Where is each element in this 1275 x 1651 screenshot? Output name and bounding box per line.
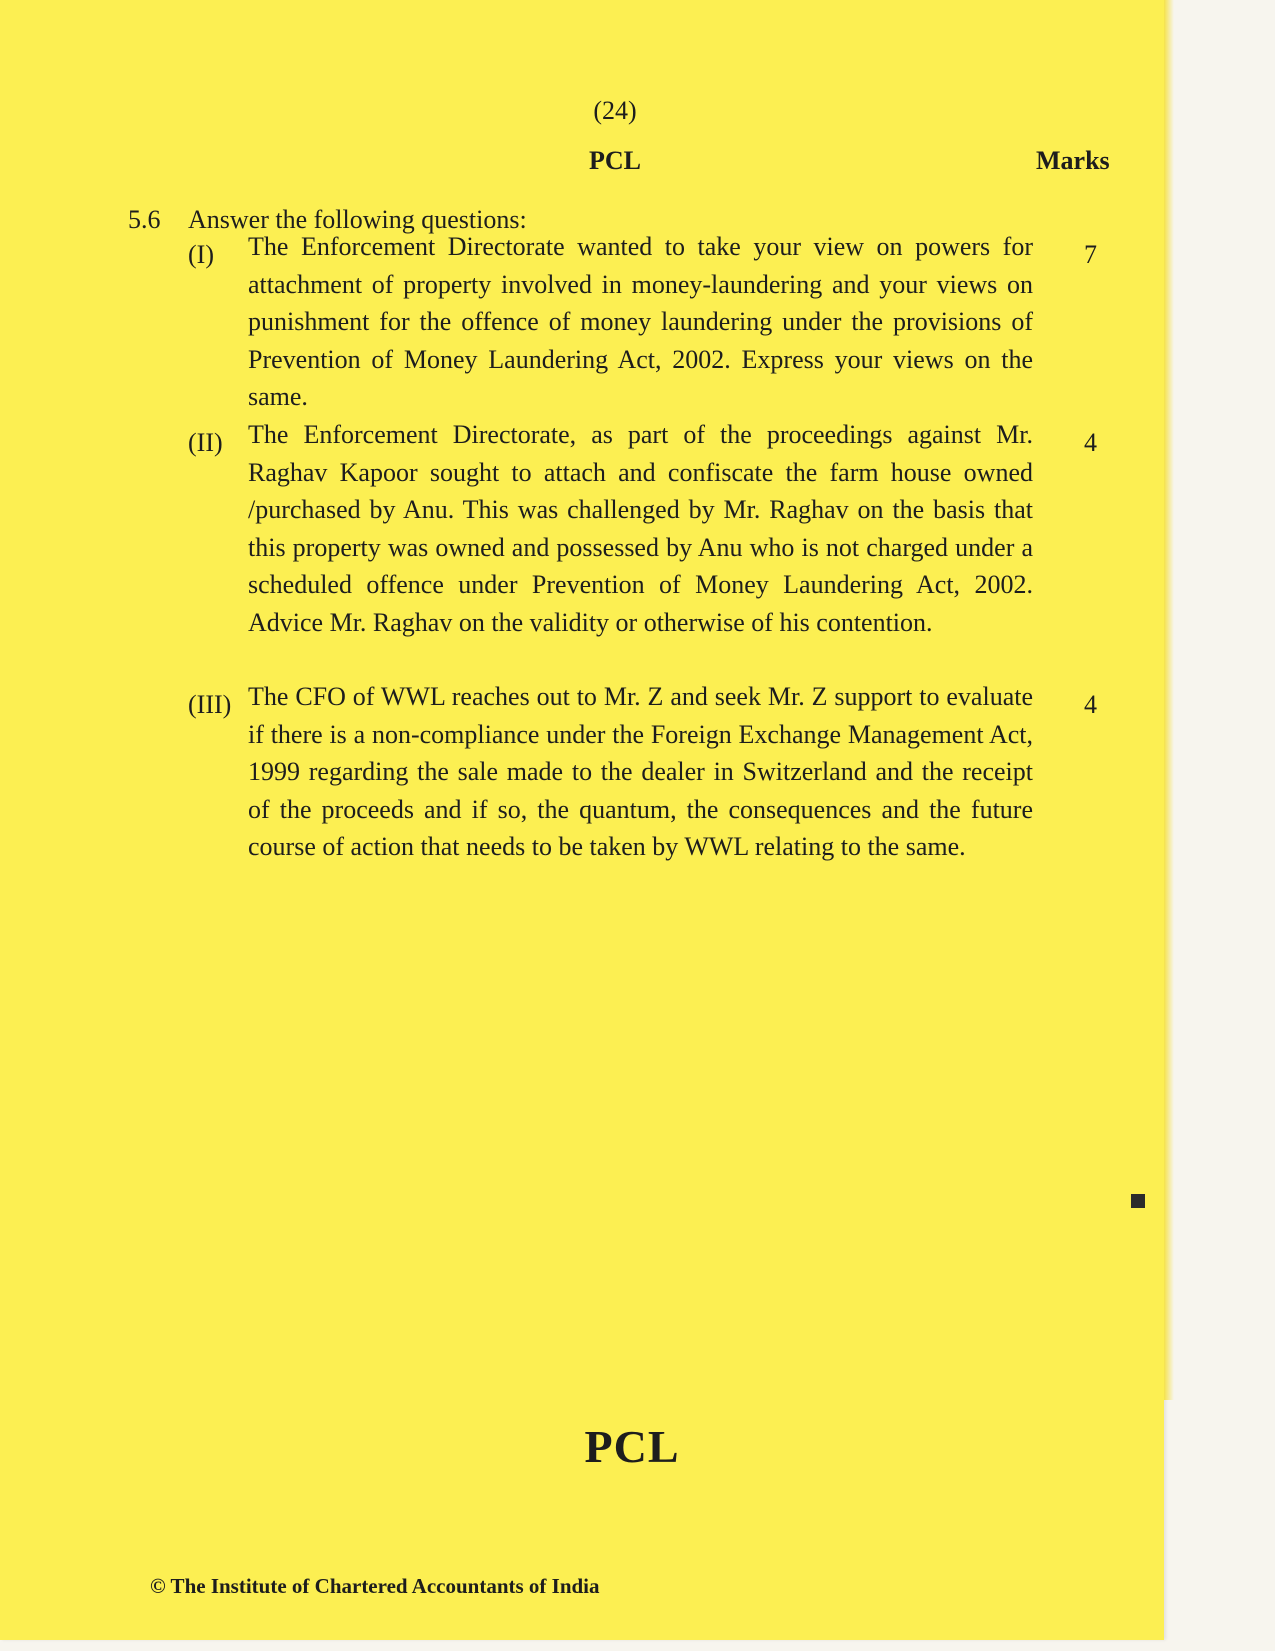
paper-code-footer: PCL bbox=[584, 1421, 680, 1472]
copyright-notice: © The Institute of Chartered Accountants of India bbox=[150, 1574, 600, 1598]
question-intro: Answer the following questions: bbox=[188, 205, 527, 234]
part-marks-3: 4 bbox=[1084, 690, 1097, 719]
part-label-3: (III) bbox=[188, 690, 232, 719]
scan-registration-mark bbox=[1131, 1194, 1145, 1208]
page-edge bbox=[1164, 0, 1174, 1400]
part-marks-2: 4 bbox=[1084, 428, 1097, 457]
part-label-2: (II) bbox=[188, 428, 223, 457]
page-number: (24) bbox=[593, 96, 637, 125]
part-text-3: The CFO of WWL reaches out to Mr. Z and seek Mr. Z support to evaluate if there is a non-compliance under the Foreign Exchange Management Act, 1999 regarding the sale made to the dealer in Switzerland and the receipt of the proceeds and if so, the quantum, the consequences and the future course of action that needs to be taken by WWL relating to the same. bbox=[248, 682, 1033, 861]
question-number: 5.6 bbox=[128, 205, 161, 234]
part-text-1: The Enforcement Directorate wanted to take your view on powers for attachment of property involved in money-laundering and your views on punishment for the offence of money laundering under the provisions of Prevention of Money Laundering Act, 2002. Express your views on the same. bbox=[248, 232, 1033, 411]
part-text-2: The Enforcement Directorate, as part of the proceedings against Mr. Raghav Kapoor sought to attach and confiscate the farm house owned /purchased by Anu. This was challenged by Mr. Raghav on the basis that this property was owned and possessed by Anu who is not charged under a scheduled offence under Prevention of Money Laundering Act, 2002. Advice Mr. Raghav on the validity or otherwise of his contention. bbox=[248, 420, 1033, 637]
marks-column-heading: Marks bbox=[1036, 146, 1110, 175]
paper-code-header: PCL bbox=[589, 146, 641, 175]
part-label-1: (I) bbox=[188, 240, 214, 269]
part-marks-1: 7 bbox=[1084, 240, 1097, 269]
